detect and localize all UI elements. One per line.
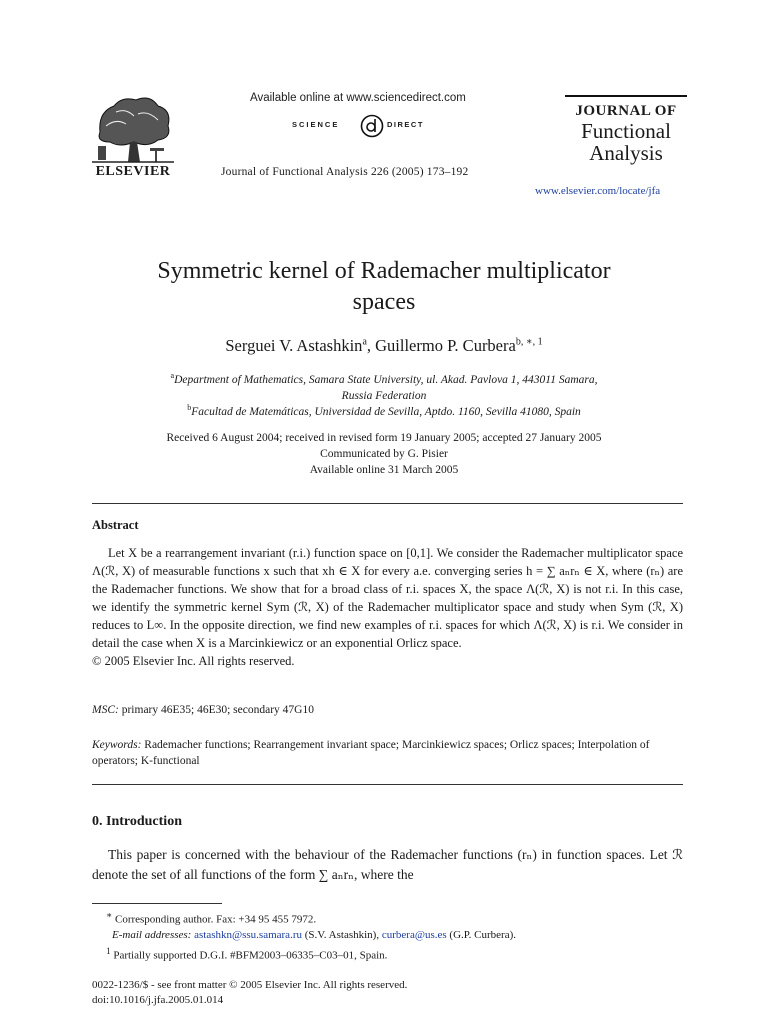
affiliation-text: Department of Mathematics, Samara State University, ul. Akad. Pavlova 1, 443011 Samara, <box>174 373 598 386</box>
affiliation-a <box>84 368 684 404</box>
msc-line <box>92 704 314 716</box>
footnote-emails <box>92 928 683 944</box>
author-separator: , <box>366 336 376 355</box>
msc-value: primary 46E35; 46E30; secondary 47G10 <box>118 704 314 716</box>
keywords-line <box>92 737 683 769</box>
issn-doi-block <box>92 978 407 1008</box>
keywords-value: Rademacher functions; Rearrangement invariant space; Marcinkiewicz spaces; Orlicz spaces; Interpolation of operators; K-functional <box>92 739 650 767</box>
issn-line: 0022-1236/$ - see front matter © 2005 Elsevier Inc. All rights reserved. <box>92 979 408 991</box>
divider <box>92 503 683 504</box>
received-dates: Received 6 August 2004; received in revised form 19 January 2005; accepted 27 January 2005 <box>166 432 602 444</box>
footnote-corresponding <box>92 908 683 928</box>
abstract-copyright: © 2005 Elsevier Inc. All rights reserved. <box>92 654 295 668</box>
section-heading: 0. Introduction <box>92 814 182 829</box>
affiliation-text: Facultad de Matemáticas, Universidad de Sevilla, Aptdo. 1160, Sevilla 41080, Spain <box>191 405 581 418</box>
communicated-by: Communicated by G. Pisier <box>320 448 448 460</box>
affiliation-b <box>84 400 684 420</box>
author-affiliation-mark: b, ∗, 1 <box>515 336 543 348</box>
email-label: E-mail addresses: <box>112 929 192 942</box>
journal-logo-line2: Functional <box>581 118 671 143</box>
email-owner: (S.V. Astashkin), <box>301 929 382 942</box>
sciencedirect-logo <box>292 113 444 139</box>
journal-logo-line3: Analysis <box>589 140 663 165</box>
sciencedirect-left-text: SCIENCE <box>292 120 340 129</box>
affiliation-mark: a <box>170 371 175 380</box>
footnote-text: Corresponding author. Fax: +34 95 455 7972. <box>114 913 317 926</box>
journal-url-link[interactable]: www.elsevier.com/locate/jfa <box>535 185 661 197</box>
article-title <box>84 256 684 318</box>
journal-reference: Journal of Functional Analysis 226 (2005) 173–192 <box>221 166 469 178</box>
affiliation-text: Russia Federation <box>341 389 427 402</box>
publisher-wordmark: ELSEVIER <box>95 164 171 179</box>
available-online-text: Available online at www.sciencedirect.com <box>250 92 466 104</box>
article-history <box>84 430 684 478</box>
intro-text: This paper is concerned with the behaviour of the Rademacher functions (rₙ) in function spaces. Let ℛ denote the set of all functions of the form ∑ aₙrₙ, where the <box>92 847 683 882</box>
abstract-heading: Abstract <box>92 518 139 532</box>
author-list <box>84 336 684 356</box>
footnote-mark: 1 <box>106 945 111 956</box>
divider <box>92 784 683 785</box>
journal-logo-line1: JOURNAL OF <box>575 103 677 119</box>
abstract-body <box>92 544 683 670</box>
footnote-mark: ∗ <box>106 910 113 920</box>
available-online-date: Available online 31 March 2005 <box>309 464 459 476</box>
msc-label: MSC: <box>92 704 119 716</box>
journal-logo <box>565 104 687 164</box>
sciencedirect-right-text: DIRECT <box>387 120 424 129</box>
article-title-line2: spaces <box>352 289 416 315</box>
footnote-support <box>92 944 683 964</box>
author-name: Guillermo P. Curbera <box>375 336 516 355</box>
email-owner: (G.P. Curbera). <box>446 929 517 942</box>
keywords-label: Keywords: <box>92 739 142 751</box>
email-link[interactable]: curbera@us.es <box>381 929 447 942</box>
footnotes <box>92 908 683 964</box>
footnote-text: Partially supported D.G.I. #BFM2003–06335–C03–01, Spain. <box>113 949 388 962</box>
sciencedirect-at-icon <box>360 113 384 139</box>
affiliation-mark: b <box>187 403 192 412</box>
journal-logo-rule <box>565 95 687 97</box>
email-link[interactable]: astashkn@ssu.samara.ru <box>194 929 302 942</box>
footnote-rule <box>92 903 222 904</box>
author-affiliation-mark: a <box>362 336 367 348</box>
abstract-text: Let X be a rearrangement invariant (r.i.) function space on [0,1]. We consider the Rademacher multiplicator space Λ(ℛ, X) of measurable functions x such that xh ∈ X for every a.e. converging series h = ∑ aₙrₙ ∈ X, where (rₙ) are the Rademacher functions. We show that for a broad class of r.i. spaces X, the space Λ(ℛ, X) is not r.i. In this case, we identify the symmetric kernel Sym (ℛ, X) of the Rademacher multiplicator space and study when Sym (ℛ, X) reduces to L∞. In the opposite direction, we find new examples of r.i. spaces for which Λ(ℛ, X) is r.i. We consider in detail the case when X is a Marcinkiewicz or an exponential Orlicz space. <box>92 546 683 650</box>
article-title-line1: Symmetric kernel of Rademacher multiplicator <box>157 258 611 284</box>
doi-line: doi:10.1016/j.jfa.2005.01.014 <box>92 994 224 1006</box>
author-name: Serguei V. Astashkin <box>225 336 363 355</box>
